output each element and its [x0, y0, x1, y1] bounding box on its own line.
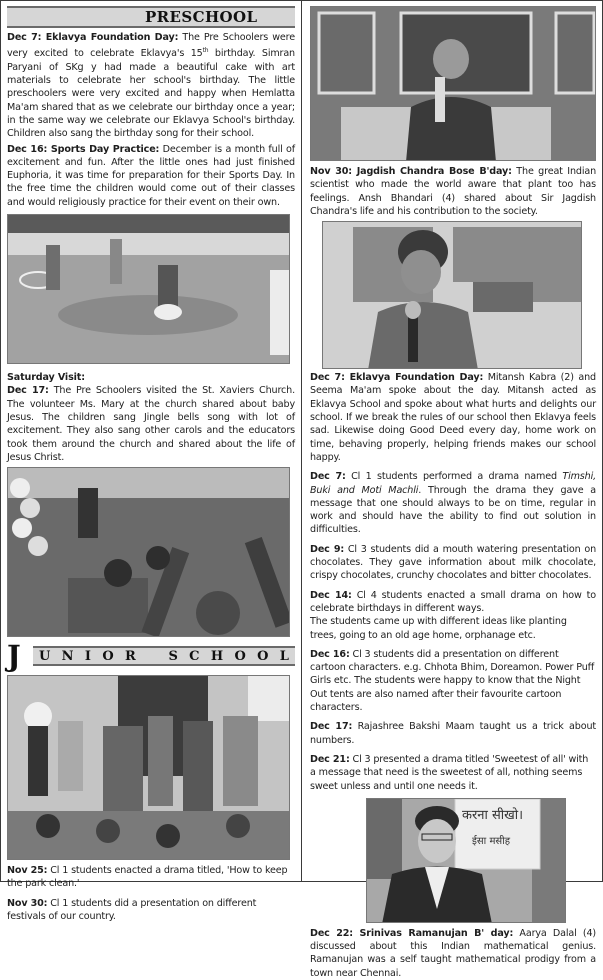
photo-church-visit — [7, 467, 290, 637]
entry-title: Dec 7: Eklavya Foundation Day: — [310, 372, 484, 384]
right-entry-drama-timshi — [310, 470, 596, 536]
entry-title: Nov 30: Jagdish Chandra Bose B'day: — [310, 166, 512, 177]
junior-heading-letter: R — [124, 648, 136, 664]
junior-heading-bar — [33, 646, 295, 666]
superscript: th — [202, 47, 209, 55]
entry-text: Cl 1 students did a presentation on different festivals of our country. — [7, 897, 257, 923]
entry-title: Dec 16: — [310, 648, 350, 660]
entry-text: The students came up with different ideas like planting trees, going to an old age home, orphanage etc. — [310, 616, 567, 641]
entry-text: Cl 1 students enacted a drama titled, 'How to keep the park clean.' — [7, 865, 288, 890]
preschool-entry-foundation-day — [7, 31, 295, 141]
junior-school-heading — [7, 639, 295, 674]
junior-heading-letter: N — [61, 648, 74, 664]
junior-heading-letter: S — [168, 648, 178, 664]
entry-text: The Pre Schoolers were very excited to celebrate Eklavya's 15 — [7, 32, 295, 60]
preschool-heading-letter: E — [169, 8, 181, 26]
entry-text: Cl 3 students did a mouth watering presentation on chocolates. They gave information about milk chocolate, crispy chocolates, crunchy chocolates and bitter chocolates. — [310, 543, 597, 582]
preschool-entry-church-visit — [7, 384, 295, 464]
junior-heading-letter: C — [189, 648, 200, 664]
entry-title: Dec 9: — [310, 543, 345, 555]
photo-boy-blazer-image — [367, 799, 566, 923]
entry-text: Cl 1 students performed a drama named — [345, 471, 563, 483]
entry-title: Nov 30: — [7, 897, 48, 909]
junior-heading-letter: H — [210, 648, 224, 664]
right-entry-birthdays — [310, 589, 596, 616]
junior-heading-letter: O — [234, 648, 246, 664]
photo-foundation-day-speech — [322, 221, 582, 369]
entry-text: Mitansh Kabra (2) and Seema Ma'am spoke about the day. Mitansh acted as Eklavya School and spoke about what hurts and delights our school. If we break the rules of our school then Eklavya feels sad. Likewise doing Good Deed every day, home work on time, behaving properly, helping friends makes our school happy. — [310, 372, 596, 463]
photo-drama-image — [8, 676, 290, 860]
photo-sports-day-practice — [7, 214, 290, 364]
preschool-heading-letter: O — [232, 8, 247, 26]
entry-title: Dec 7: — [310, 471, 346, 483]
entry-title: Dec 22: Srinivas Ramanujan B' day: — [310, 927, 514, 939]
preschool-heading-letter: R — [156, 8, 170, 26]
drama-title: Timshi, Buki and Moti Machli — [310, 471, 596, 496]
preschool-heading-letter: P — [145, 8, 157, 26]
entry-title: Dec 16: Sports Day Practice: — [7, 143, 160, 155]
entry-text: Rajashree Bakshi Maam taught us a trick about numbers. — [310, 721, 596, 746]
junior-heading-letter: O — [257, 648, 269, 664]
entry-title: Dec 7: Eklavya Foundation Day: — [7, 32, 179, 43]
right-entry-foundation-day — [310, 371, 596, 464]
junior-heading-letter: L — [279, 648, 289, 664]
entry-title: Dec 21: — [310, 753, 350, 765]
junior-entry-festivals — [7, 897, 295, 924]
right-entry-sweetest — [310, 753, 596, 793]
preschool-visit-heading — [7, 371, 295, 384]
junior-heading-letter: U — [39, 648, 51, 664]
junior-entry-park-drama — [7, 864, 295, 891]
preschool-heading-letter: H — [204, 8, 220, 26]
entry-text: Cl 3 presented a drama titled 'Sweetest of all' with a message that need is the sweetest of all, nothing seems sweet unless and until one needs it. — [310, 753, 589, 792]
right-entry-birthdays-ideas — [310, 615, 596, 642]
photo-boy-speaking-image — [323, 222, 582, 369]
photo-sports-image — [8, 215, 290, 364]
poster-text-line1: करना सीखो। — [462, 807, 524, 823]
column-divider — [301, 0, 302, 882]
junior-heading-letter: I — [84, 648, 91, 664]
preschool-entry-sports-day — [7, 143, 295, 209]
entry-title: Dec 17: — [7, 385, 49, 397]
photo-park-drama — [7, 675, 290, 860]
entry-text: Cl 4 students enacted a small drama on how to celebrate birthdays in different ways. — [310, 589, 597, 614]
photo-boy-mic-image — [311, 7, 596, 161]
heading-word-gap — [147, 649, 157, 664]
entry-text: The great Indian scientist who made the world aware that plant too has feelings. Ansh Bhandari (4) shared about Sir Jagdish Chandra's life and his contribution to the society. — [310, 166, 597, 217]
right-entry-cartoons — [310, 648, 596, 714]
junior-initial-letter: J — [7, 639, 21, 674]
entry-text: Cl 3 students did a presentation on different cartoon characters. e.g. Chhota Bhim, Doreamon. Power Puff Girls etc. The students were happy to know that the Night Out tents are also named after their favourite cartoon characters. — [310, 648, 595, 714]
left-column — [7, 0, 296, 923]
preschool-heading-text — [145, 8, 257, 26]
poster-text-line2: ईसा मसीह — [472, 835, 511, 847]
right-entry-ramanujan — [310, 927, 596, 980]
entry-title: Dec 14: — [310, 589, 352, 601]
right-entry-numbers-trick — [310, 720, 596, 747]
junior-heading-letter: O — [102, 648, 114, 664]
preschool-heading-letter: C — [192, 8, 205, 26]
entry-text: December is a month full of excitement and fun. After the little ones had just finished Euphoria, it was time for preparation for their Sports Day. In the free time the children would come out of their classes and would religiously practice for their event on their own. — [7, 143, 295, 208]
junior-heading-text — [39, 649, 289, 664]
preschool-heading-letter: S — [181, 8, 193, 26]
preschool-heading-letter: O — [219, 8, 233, 26]
photo-jagdish-bose-speech — [310, 6, 596, 161]
entry-text: birthday. Simran Paryani of SKg y had made a beautiful cake with art materials to celebrate her school's birthday. The little preschoolers were very excited and happy when Hemlatta Ma'am shared that as we celebrate our birthday once a year; in the same way we celebrate our Eklavya School's birthday. Children also sang the birthday song for their school. — [7, 48, 295, 140]
entry-text: . Through the drama they gave a message that one should always to be on time, regular in work and should have the ability to find out solution in difficulties. — [310, 484, 596, 536]
entry-text: The Pre Schoolers visited the St. Xaviers Church. The volunteer Ms. Mary at the church shared about baby Jesus. The children sang Jingle bells song with lot of excitement. They also sang other carols and the educators took them around the church and shared about the life of Jesus Christ. — [7, 385, 296, 463]
visit-heading: Saturday Visit: — [7, 372, 85, 384]
right-column — [310, 0, 597, 979]
right-entry-chocolates — [310, 543, 596, 583]
photo-church-image — [8, 468, 290, 637]
entry-text: Aarya Dalal (4) discussed about this Indian mathematical genius. Ramanujan was a self taught mathematical prodigy from a town near Chennai. — [310, 927, 596, 979]
entry-title: Dec 17: — [310, 721, 353, 733]
preschool-heading — [7, 6, 295, 28]
entry-title: Nov 25: — [7, 865, 48, 877]
right-entry-jagdish-bose — [310, 165, 596, 218]
preschool-heading-letter: L — [246, 8, 257, 26]
photo-ramanujan-bday — [366, 798, 566, 923]
